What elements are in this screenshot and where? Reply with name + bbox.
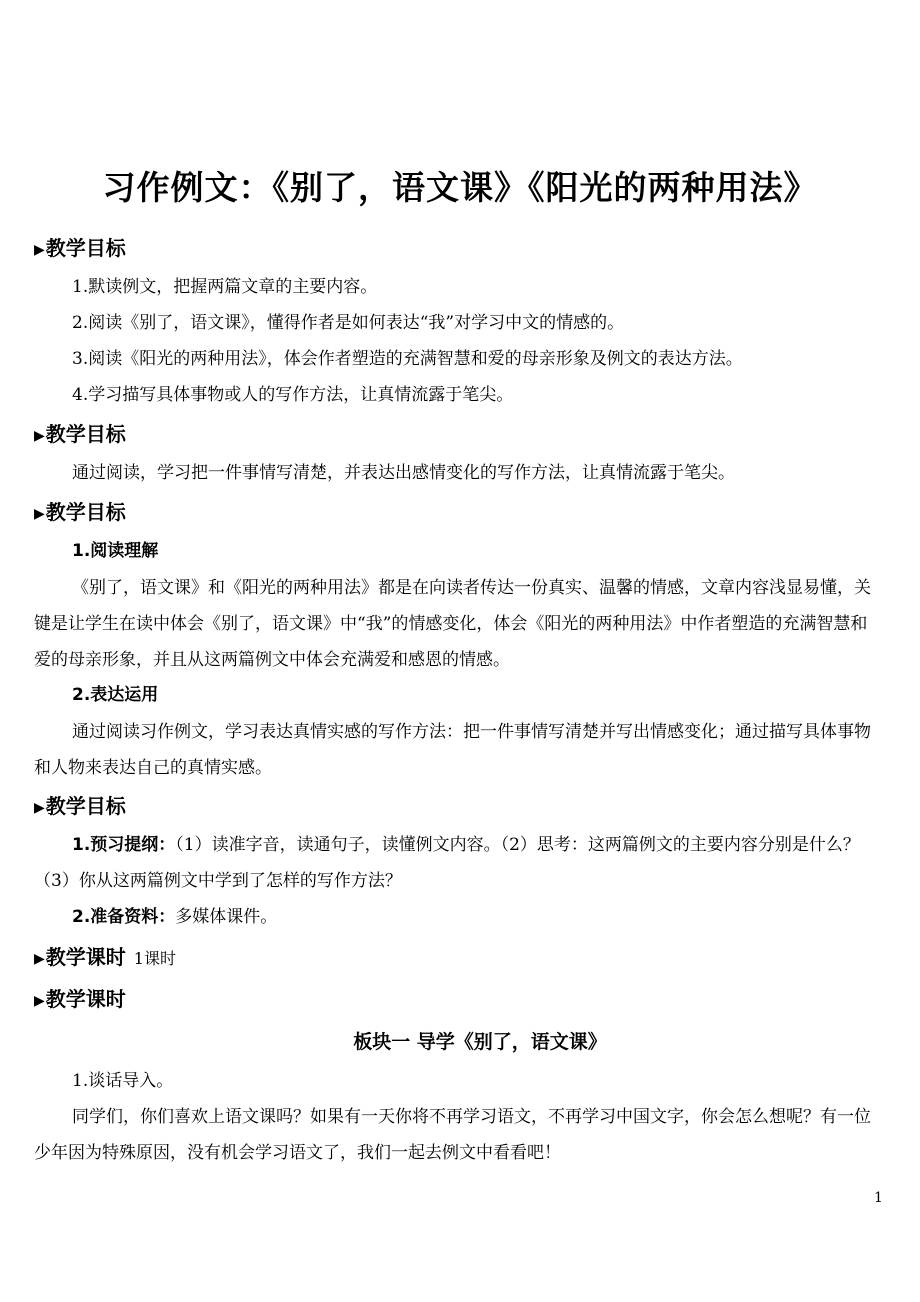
- triangle-marker-icon: ▶: [34, 951, 45, 967]
- class-hours-value: 1课时: [133, 949, 176, 968]
- intro-paragraph: 同学们，你们喜欢上语文课吗？如果有一天你将不再学习语文，不再学习中国文字，你会怎么想呢？有一位少年因为特殊原因，没有机会学习语文了，我们一起去例文中看看吧！: [34, 1107, 871, 1163]
- prep-materials-text: 多媒体课件。: [175, 907, 278, 927]
- heading-class-hours-2: [34, 984, 126, 1016]
- triangle-marker-icon: ▶: [34, 800, 45, 816]
- page-number: 1: [874, 1190, 883, 1206]
- expression-paragraph: 通过阅读习作例文，学习表达真情实感的写作方法：把一件事情写清楚并写出情感变化；通过描写具体事物和人物来表达自己的真情实感。: [34, 722, 871, 778]
- heading-text: 教学目标: [45, 500, 126, 524]
- heading-class-hours: [34, 942, 176, 974]
- document-title: 习作例文：《别了，语文课》《阳光的两种用法》: [102, 168, 818, 207]
- heading-text: 教学目标: [45, 422, 126, 446]
- prep-outline-label: 1.预习提纲：: [72, 835, 176, 855]
- section-title: 板块一 导学《别了，语文课》: [353, 1031, 607, 1053]
- heading-text: 教学目标: [45, 794, 126, 818]
- triangle-marker-icon: ▶: [34, 242, 45, 258]
- expression-subheading: 2.表达运用: [72, 685, 159, 705]
- focus-paragraph: 通过阅读，学习把一件事情写清楚，并表达出感情变化的写作方法，让真情流露于笔尖。: [72, 463, 735, 483]
- goal-item-4: 4.学习描写具体事物或人的写作方法，让真情流露于笔尖。: [72, 385, 514, 405]
- heading-teaching-goals: [34, 233, 126, 265]
- prep-outline-paragraph: [34, 827, 874, 899]
- heading-text: 教学课时: [45, 987, 126, 1011]
- triangle-marker-icon: ▶: [34, 506, 45, 522]
- triangle-marker-icon: ▶: [34, 428, 45, 444]
- prep-outline-text: （1）读准字音，读通句子，读懂例文内容。（2）思考：这两篇例文的主要内容分别是什么？（3）你从这两篇例文中学到了怎样的写作方法？: [34, 835, 860, 891]
- reading-subheading: 1.阅读理解: [72, 541, 159, 561]
- reading-paragraph: 《别了，语文课》和《阳光的两种用法》都是在向读者传达一份真实、温馨的情感，文章内容浅显易懂，关键是让学生在读中体会《别了，语文课》中“我”的情感变化，体会《阳光的两种用法》中作者塑造的充满智慧和爱的母亲形象，并且从这两篇例文中体会充满爱和感恩的情感。: [34, 578, 871, 670]
- goal-item-2: 2.阅读《别了，语文课》，懂得作者是如何表达“我”对学习中文的情感的。: [72, 313, 625, 333]
- heading-text: 教学课时: [45, 945, 126, 969]
- goal-item-3: 3.阅读《阳光的两种用法》，体会作者塑造的充满智慧和爱的母亲形象及例文的表达方法。: [72, 349, 743, 369]
- prep-materials-label: 2.准备资料：: [72, 907, 176, 927]
- goal-item-1: 1.默读例文，把握两篇文章的主要内容。: [72, 277, 378, 297]
- heading-teaching-goals-3: [34, 497, 126, 529]
- intro-item: 1.谈话导入。: [72, 1071, 174, 1091]
- heading-teaching-goals-2: [34, 419, 126, 451]
- triangle-marker-icon: ▶: [34, 993, 45, 1009]
- prep-materials-paragraph: [34, 899, 872, 935]
- heading-text: 教学目标: [45, 236, 126, 260]
- heading-teaching-goals-4: [34, 791, 126, 823]
